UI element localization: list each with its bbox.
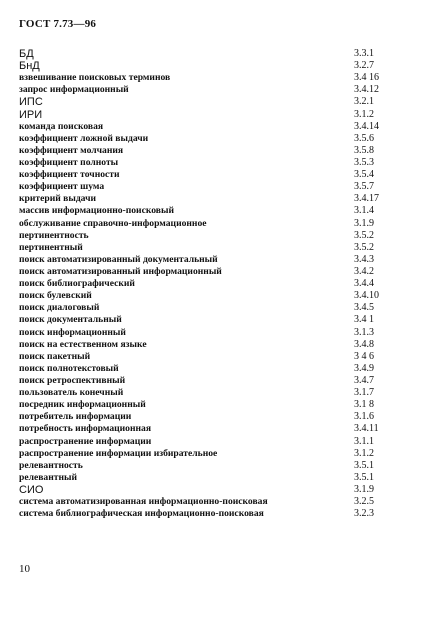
index-reference: 3.4.7: [354, 374, 374, 386]
index-entry: [19, 387, 411, 399]
index-reference: 3.1.9: [354, 483, 374, 495]
index-term: поиск диалоговый: [19, 302, 100, 314]
index-entry: [19, 242, 411, 254]
index-entry: [19, 205, 411, 217]
index-entry: [19, 109, 411, 121]
index-reference: 3.4.17: [354, 193, 379, 205]
index-entry: [19, 133, 411, 145]
index-entry: [19, 363, 411, 375]
standard-header: ГОСТ 7.73—96: [19, 18, 97, 30]
index-term: обслуживание справочно-информационное: [19, 217, 207, 229]
index-entry: [19, 84, 411, 96]
index-entry: [19, 72, 411, 84]
index-entry: [19, 448, 411, 460]
index-reference: 3.5.8: [354, 144, 374, 156]
index-term: поиск полнотекстовый: [19, 362, 119, 374]
index-reference: 3.1.6: [354, 411, 374, 423]
index-term: критерий выдачи: [19, 193, 97, 205]
index-entry: [19, 436, 411, 448]
index-entry: [19, 254, 411, 266]
index-entry: [19, 48, 411, 60]
index-term: посредник информационный: [19, 399, 146, 411]
index-reference: 3.1.7: [354, 387, 374, 399]
index-entry: [19, 399, 411, 411]
index-reference: 3.4.11: [354, 423, 379, 435]
index-entry: [19, 508, 411, 520]
index-term: распространение информации избирательное: [19, 447, 218, 459]
index-entry: [19, 181, 411, 193]
index-term: СИО: [19, 483, 44, 496]
index-term: пертинентность: [19, 229, 89, 241]
index-entry: [19, 169, 411, 181]
index-reference: 3.5.1: [354, 471, 374, 483]
index-reference: 3.4 16: [354, 72, 379, 84]
index-reference: 3.4.14: [354, 120, 379, 132]
index-reference: 3.4.12: [354, 84, 379, 96]
index-term: БнД: [19, 60, 40, 73]
index-term: поиск информационный: [19, 326, 126, 338]
index-term: поиск документальный: [19, 314, 122, 326]
index-entry: [19, 266, 411, 278]
index-entry: [19, 411, 411, 423]
index-reference: 3.5.3: [354, 156, 374, 168]
index-term: коэффициент молчания: [19, 144, 124, 156]
index-reference: 3.2.1: [354, 96, 374, 108]
index-reference: 3.1.3: [354, 326, 374, 338]
index-reference: 3.1 8: [354, 399, 374, 411]
index-entry: [19, 193, 411, 205]
index-term: коэффициент шума: [19, 181, 105, 193]
index-term: команда поисковая: [19, 120, 104, 132]
index-term: система автоматизированная информационно-поисковая: [19, 496, 268, 508]
index-entry: [19, 460, 411, 472]
index-term: массив информационно-поисковый: [19, 205, 175, 217]
index-entry: [19, 290, 411, 302]
index-entry: [19, 278, 411, 290]
index-reference: 3.1.9: [354, 217, 374, 229]
index-entry: [19, 302, 411, 314]
index-term: поиск булевский: [19, 290, 92, 302]
index-reference: 3.5.2: [354, 241, 374, 253]
index-reference: 3.1.2: [354, 108, 374, 120]
index-entry: [19, 351, 411, 363]
index-term: поиск на естественном языке: [19, 338, 147, 350]
index-entry: [19, 496, 411, 508]
index-reference: 3.4.5: [354, 302, 374, 314]
index-term: распространение информации: [19, 435, 152, 447]
index-entry: [19, 96, 411, 108]
page-number: 10: [19, 563, 30, 575]
index-reference: 3.5.7: [354, 181, 374, 193]
index-reference: 3.4.8: [354, 338, 374, 350]
index-entry: [19, 60, 411, 72]
index-term: коэффициент ложной выдачи: [19, 132, 149, 144]
index-reference: 3.4.2: [354, 265, 374, 277]
index-reference: 3.4.3: [354, 253, 374, 265]
index-term: коэффициент точности: [19, 169, 120, 181]
index-term: коэффициент полноты: [19, 156, 119, 168]
index-reference: 3.3.1: [354, 48, 374, 59]
index-entry: [19, 423, 411, 435]
index-reference: 3.5.6: [354, 132, 374, 144]
index-entry: [19, 157, 411, 169]
index-term: релевантный: [19, 471, 77, 483]
index-reference: 3 4 6: [354, 350, 374, 362]
index-reference: 3.1.4: [354, 205, 374, 217]
index-term: поиск пакетный: [19, 350, 91, 362]
index-reference: 3.4 1: [354, 314, 374, 326]
index-reference: 3.5.2: [354, 229, 374, 241]
index-reference: 3.2.7: [354, 60, 374, 72]
index-reference: 3.5.1: [354, 459, 374, 471]
index-entry: [19, 314, 411, 326]
index-term: потребитель информации: [19, 411, 132, 423]
index-entry: [19, 484, 411, 496]
index-term: взвешивание поисковых терминов: [19, 72, 171, 84]
index-term: ИРИ: [19, 108, 43, 121]
index-reference: 3.2.5: [354, 496, 374, 508]
index-term: поиск библиографический: [19, 278, 135, 290]
index-entry: [19, 121, 411, 133]
index-term: ИПС: [19, 96, 43, 109]
index-term: поиск автоматизированный информационный: [19, 265, 222, 277]
index-entry: [19, 375, 411, 387]
index-term: релевантность: [19, 459, 83, 471]
term-index-list: [19, 48, 411, 520]
index-entry: [19, 472, 411, 484]
index-entry: [19, 327, 411, 339]
index-reference: 3.2.3: [354, 508, 374, 520]
index-reference: 3.4.4: [354, 278, 374, 290]
index-reference: 3.4.9: [354, 362, 374, 374]
index-term: пертинентный: [19, 241, 83, 253]
index-term: поиск автоматизированный документальный: [19, 253, 218, 265]
index-term: запрос информационный: [19, 84, 129, 96]
index-reference: 3.4.10: [354, 290, 379, 302]
index-entry: [19, 145, 411, 157]
index-entry: [19, 230, 411, 242]
index-term: система библиографическая информационно-поисковая: [19, 508, 264, 520]
index-reference: 3.1.2: [354, 447, 374, 459]
index-term: поиск ретроспективный: [19, 374, 126, 386]
index-term: потребность информационная: [19, 423, 152, 435]
index-term: БД: [19, 48, 34, 60]
index-term: пользователь конечный: [19, 387, 124, 399]
index-entry: [19, 339, 411, 351]
index-reference: 3.1.1: [354, 435, 374, 447]
index-reference: 3.5.4: [354, 169, 374, 181]
index-entry: [19, 218, 411, 230]
